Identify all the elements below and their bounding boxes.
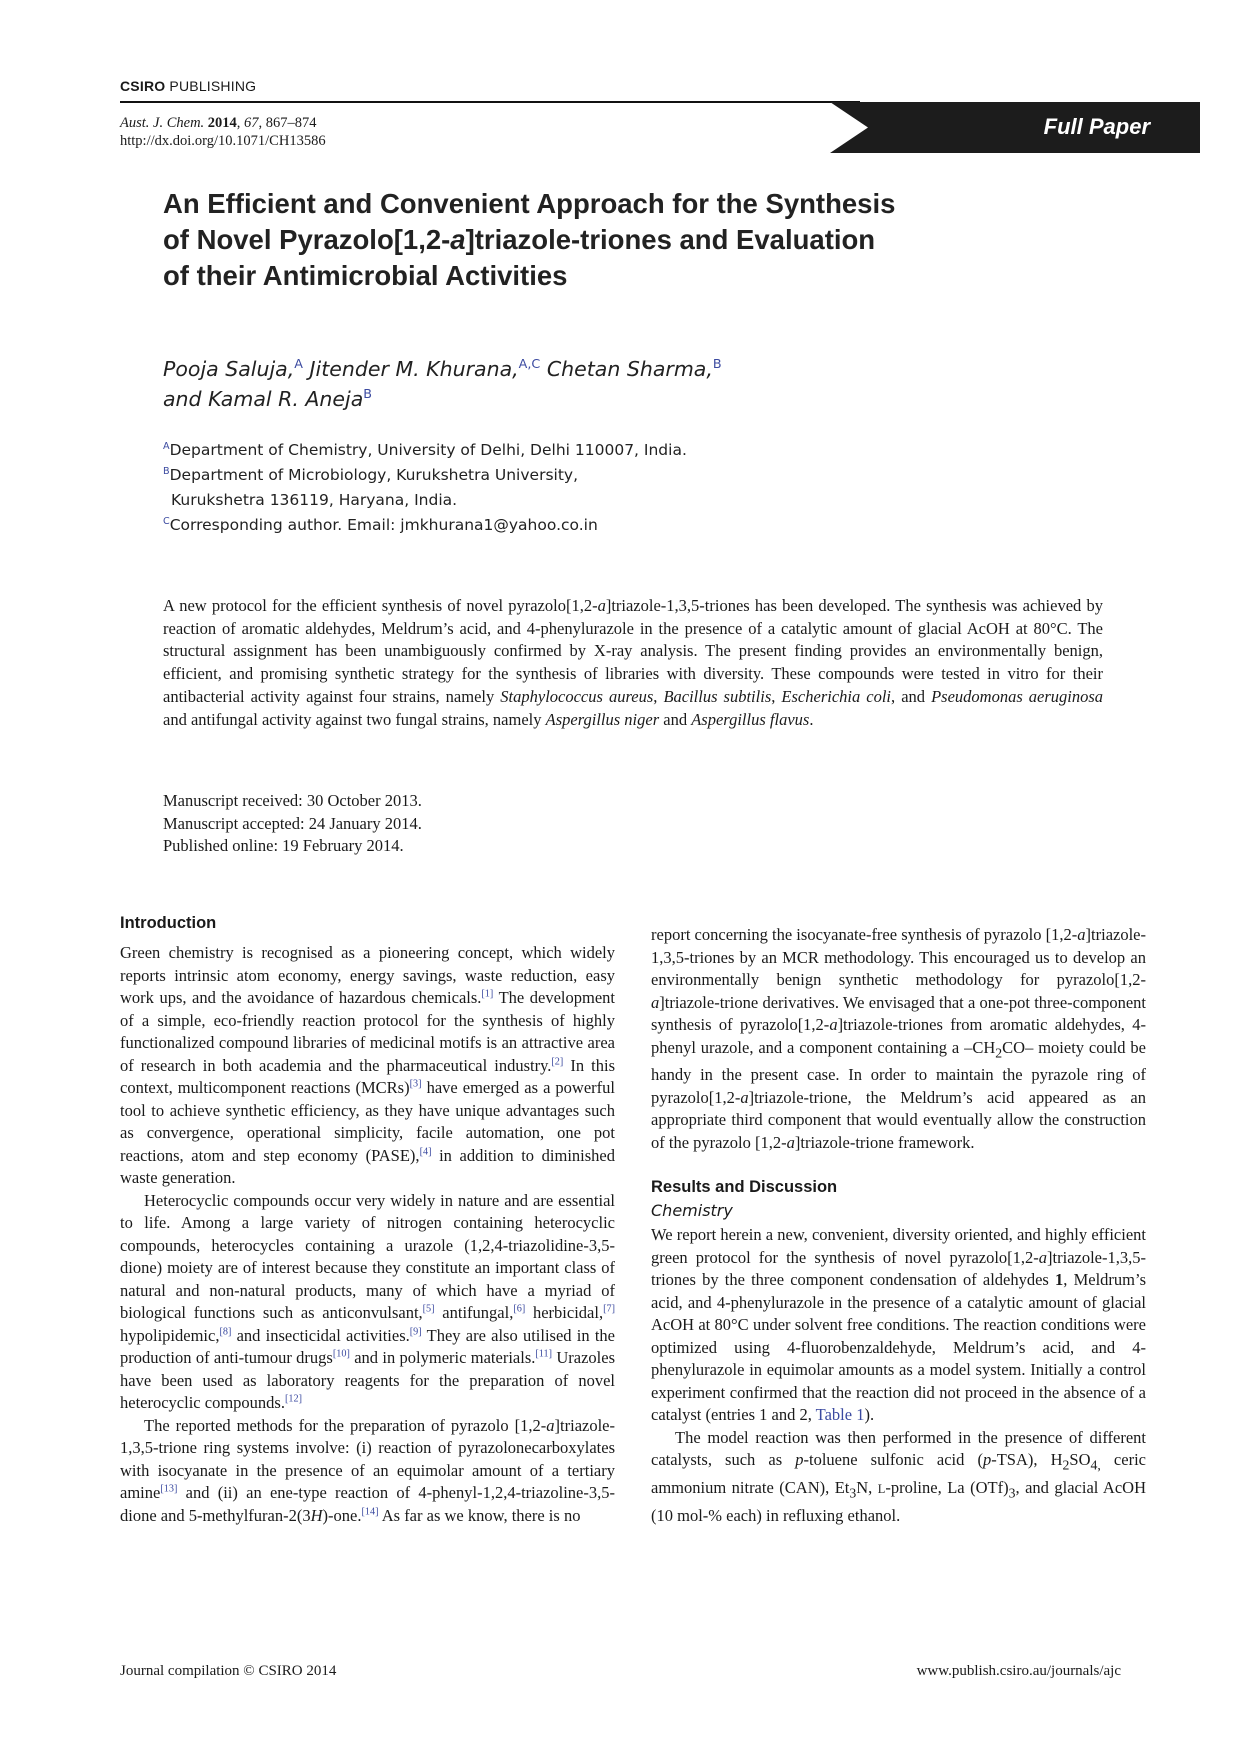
table-1-link[interactable]: Table 1 xyxy=(815,1405,865,1425)
citation-link[interactable]: [14] xyxy=(361,1506,379,1517)
subsection-heading-chemistry: Chemistry xyxy=(651,1201,733,1221)
affiliations xyxy=(163,438,863,538)
header-rule xyxy=(120,101,860,103)
author-name: Chetan Sharma, xyxy=(546,357,713,381)
affiliation-mark[interactable]: A xyxy=(294,356,303,372)
citation-link[interactable]: [8] xyxy=(219,1326,232,1337)
section-heading-introduction: Introduction xyxy=(120,914,217,932)
citation-link[interactable]: [10] xyxy=(332,1348,350,1360)
abstract: A new protocol for the efficient synthesis of novel pyrazolo[1,2-a]triazole-1,3,5-triones has been developed. The synthesis was achieved by reaction of aromatic aldehydes, Meldrum’s acid, and 4-phenylurazole in the presence of a catalytic amount of glacial AcOH at 80°C. The structural assignment has been unambiguously confirmed by X-ray analysis. The present finding provides an environmentally benign, efficient, and promising synthetic strategy for the synthesis of libraries with diversity. These compounds were tested in vitro for their antibacterial activity against four strains, namely Staphylococcus aureus, Bacillus subtilis, Escherichia coli, and Pseudomonas aeruginosa and antifungal activity against two fungal strains, namely Aspergillus niger and Aspergillus flavus. xyxy=(163,596,1104,729)
citation-link[interactable]: [13] xyxy=(160,1483,178,1495)
article-type-banner xyxy=(830,102,1200,153)
affiliation-mark[interactable]: B xyxy=(363,386,372,402)
author-name: and Kamal R. Aneja xyxy=(163,387,364,411)
intro-paragraph-2: Heterocyclic compounds occur very widely in nature and are essential to life. Among a large variety of nitrogen containing heterocyclic compounds, heterocycles containing a urazole (1,2,4-triazolidine-3,5-dione) moiety are of interest because they constitute an important class of natural and non-natural products, many of which have a myriad of biological functions such as anticonvulsant,[5] antifungal,[6] herbicidal,[7] hypolipidemic,[8] and insecticidal activities.[9] They are also utilised in the production of anti-tumour drugs[10] and in polymeric materials.[11] Urazoles have been used as laboratory reagents for the preparation of novel heterocyclic compounds.[12] xyxy=(120,1190,616,1412)
affiliation-b-cont: Kurukshetra 136119, Haryana, India. xyxy=(171,491,458,509)
date-received: Manuscript received: 30 October 2013. xyxy=(163,791,422,810)
right-column xyxy=(651,924,1146,1527)
affiliation-a: $^A$Department of Chemistry, University of Delhi, Delhi 110007, India. xyxy=(163,440,687,459)
citation-link[interactable]: [1] xyxy=(481,988,494,1000)
journal-citation: Aust. J. Chem. 2014, 67, 867–874 http://dx.doi.org/10.1071/CH13586 xyxy=(120,115,326,149)
author-name: Pooja Saluja, xyxy=(163,357,295,381)
citation-link[interactable]: [3] xyxy=(409,1078,422,1090)
citation-link[interactable]: [12] xyxy=(284,1393,302,1405)
author-list xyxy=(163,354,863,414)
left-column xyxy=(120,912,615,1527)
date-published: Published online: 19 February 2014. xyxy=(163,836,404,855)
section-heading-results: Results and Discussion xyxy=(651,1178,838,1197)
doi-link[interactable]: http://dx.doi.org/10.1071/CH13586 xyxy=(120,133,326,149)
citation-link[interactable]: [6] xyxy=(513,1303,526,1315)
results-paragraph-2: The model reaction was then performed in the presence of different catalysts, such as p-toluene sulfonic acid (p-TSA), $H_2SO_{4,}$ ceric ammonium nitrate (CAN), $Et_3N$, L-proline, La $(OTf)_3$, and glacial AcOH (10 mol-% each) in refluxing ethanol. xyxy=(651,1427,1146,1525)
publisher-name: CSIRO PUBLISHING xyxy=(120,78,257,94)
citation-link[interactable]: [9] xyxy=(409,1326,422,1337)
citation-link[interactable]: [11] xyxy=(535,1348,553,1360)
intro-paragraph-1: Green chemistry is recognised as a pioneering concept, which widely reports intrinsic atom economy, energy savings, waste reduction, easy work ups, and the avoidance of hazardous chemicals.[1] The development of a simple, eco-friendly reaction protocol for the synthesis of highly functionalized compound libraries of medicinal motifs is an attractive area of research in both academia and the pharmaceutical industry.[2] In this context, multicomponent reactions (MCRs)[3] have emerged as a powerful tool to achieve synthetic efficiency, as they have unique advantages such as convergence, operational simplicity, facile automation, one pot reactions, atom and step economy (PASE),[4] in addition to diminished waste generation. xyxy=(120,943,616,1187)
affiliation-b: $^B$Department of Microbiology, Kurukshetra University, xyxy=(163,465,578,484)
citation-link[interactable]: [4] xyxy=(419,1146,432,1157)
intro-paragraph-3: The reported methods for the preparation of pyrazolo [1,2-a]triazole-1,3,5-trione ring systems involve: (i) reaction of pyrazolonecarboxylates with isocyanate in the presence of an equimolar amount of a tertiary amine[13] and (ii) an ene-type reaction of 4-phenyl-1,2,4-triazoline-3,5-dione and 5-methylfuran-2(3H)-one.[14] As far as we know, there is no xyxy=(120,1415,615,1525)
citation-link[interactable]: [2] xyxy=(551,1056,564,1067)
affiliation-mark[interactable]: A,C xyxy=(518,356,541,372)
paper-title: An Efficient and Convenient Approach for the Synthesis of Novel Pyrazolo[1,2-a]triazole-triones and Evaluation of their Antimicrobial Activities xyxy=(163,188,896,291)
intro-paragraph-3-cont: report concerning the isocyanate-free synthesis of pyrazolo [1,2-a]triazole-1,3,5-triones by an MCR methodology. This encouraged us to develop an environmentally benign synthetic methodology for pyrazolo[1,2-a]triazole-trione derivatives. We envisaged that a one-pot three-component synthesis of pyrazolo[1,2-a]triazole-triones from aromatic aldehydes, 4-phenyl urazole, and a component containing a $-CH_2CO-$ moiety could be handy in the present case. In order to maintain the pyrazole ring of pyrazolo[1,2-a]triazole-trione, the Meldrum’s acid appeared as an appropriate third component that would eventually allow the construction of the pyrazolo [1,2-a]triazole-trione framework. xyxy=(651,925,1146,1152)
manuscript-dates xyxy=(163,790,422,858)
footer-url[interactable]: www.publish.csiro.au/journals/ajc xyxy=(916,1663,1121,1679)
corresponding-author: $^C$Corresponding author. Email: jmkhurana1@yahoo.co.in xyxy=(163,515,598,534)
author-name: Jitender M. Khurana, xyxy=(309,357,519,381)
affiliation-mark[interactable]: B xyxy=(712,356,722,372)
date-accepted: Manuscript accepted: 24 January 2014. xyxy=(163,813,422,833)
results-paragraph-1: We report herein a new, convenient, diversity oriented, and highly efficient green protocol for the synthesis of novel pyrazolo[1,2-a]triazole-1,3,5-triones by the three component condensation of aldehydes 1, Meldrum’s acid, and 4-phenylurazole in the presence of a catalytic amount of glacial AcOH at 80°C under solvent free conditions. The reaction conditions were optimized using 4-fluorobenzaldehyde, Meldrum’s acid, and 4-phenylurazole in equimolar amounts as a model system. Initially a control experiment confirmed that the reaction did not proceed in the absence of a catalyst (entries 1 and 2, Table 1). xyxy=(651,1225,1146,1425)
citation-link[interactable]: [7] xyxy=(603,1303,615,1315)
citation-link[interactable]: [5] xyxy=(422,1303,435,1315)
article-type-label: Full Paper xyxy=(1043,114,1150,139)
footer-copyright: Journal compilation © CSIRO 2014 xyxy=(120,1663,337,1679)
